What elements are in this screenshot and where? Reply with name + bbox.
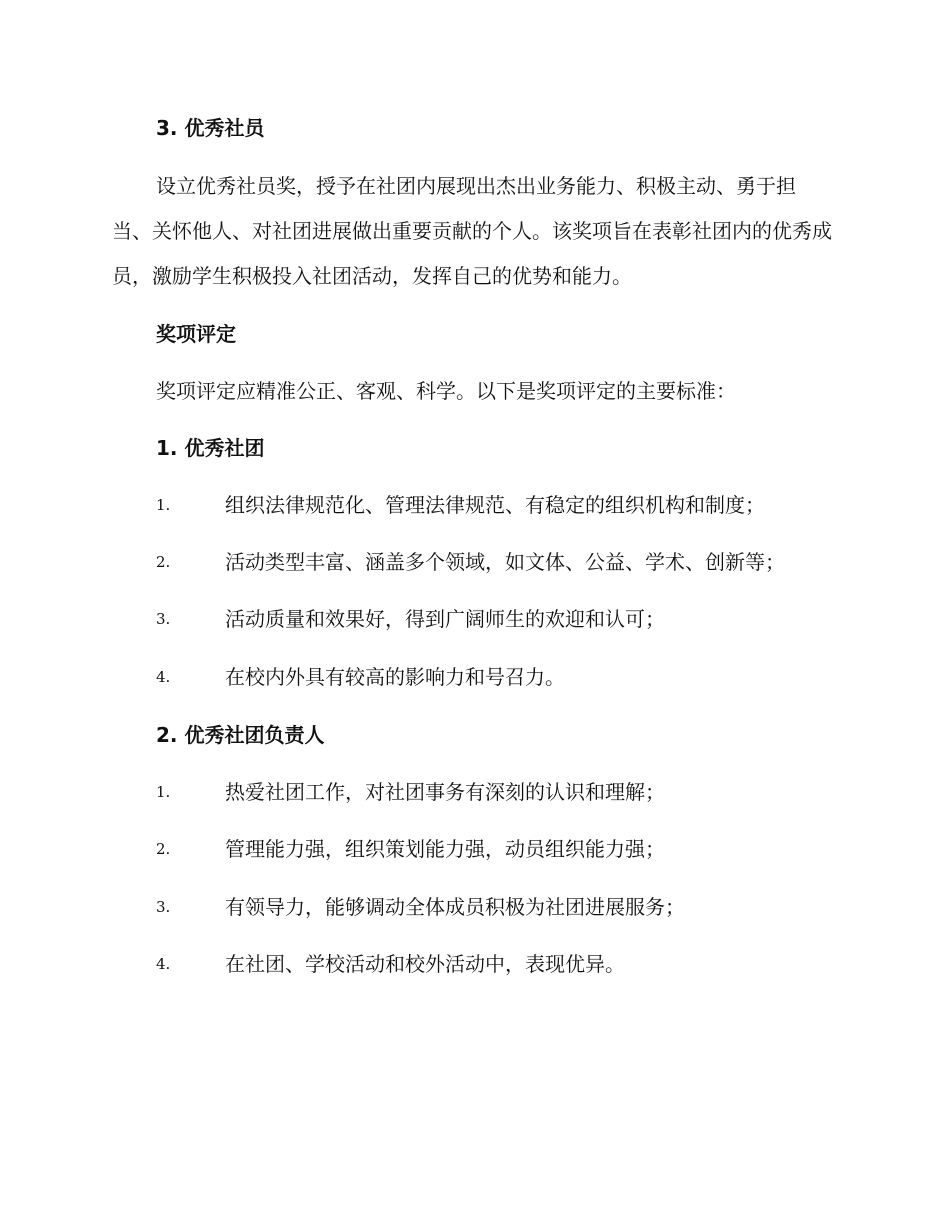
list-number: 2.: [156, 840, 171, 858]
list-number: 2.: [156, 553, 171, 571]
list-item-text: 组织法律规范化、管理法律规范、有稳定的组织机构和制度；: [225, 493, 765, 517]
evaluation-intro-text: 奖项评定应精准公正、客观、科学。以下是奖项评定的主要标准：: [156, 379, 736, 403]
list-item: [0, 893, 950, 921]
list-item: [0, 605, 950, 633]
list-item: [0, 663, 950, 691]
list-item: [0, 950, 950, 978]
section-heading-excellent-club: 1. 优秀社团: [156, 436, 265, 460]
list-item-text: 活动类型丰富、涵盖多个领域，如文体、公益、学术、创新等；: [225, 550, 785, 574]
excellent-member-paragraph: 设立优秀社员奖，授予在社团内展现出杰出业务能力、积极主动、勇于担当、关怀他人、对社团进展做出重要贡献的个人。该奖项旨在表彰社团内的优秀成员，激励学生积极投入社团活动，发挥自己的优势和能力。: [112, 174, 832, 288]
list-item: [0, 548, 950, 576]
list-item-text: 活动质量和效果好，得到广阔师生的欢迎和认可；: [225, 607, 665, 631]
list-item: [0, 778, 950, 806]
list-item-text: 热爱社团工作，对社团事务有深刻的认识和理解；: [225, 780, 665, 804]
list-number: 1.: [156, 783, 171, 801]
section-heading-award-evaluation: 奖项评定: [156, 322, 236, 346]
list-item: [0, 835, 950, 863]
section-heading-excellent-member: 3. 优秀社员: [156, 116, 265, 140]
list-number: 3.: [156, 610, 171, 628]
list-item-text: 在社团、学校活动和校外活动中，表现优异。: [225, 952, 625, 976]
list-item-text: 管理能力强，组织策划能力强，动员组织能力强；: [225, 837, 665, 861]
list-item-text: 在校内外具有较高的影响力和号召力。: [225, 665, 565, 689]
section-heading-excellent-club-leader: 2. 优秀社团负责人: [156, 723, 325, 747]
list-number: 1.: [156, 496, 171, 514]
list-item-text: 有领导力，能够调动全体成员积极为社团进展服务；: [225, 895, 685, 919]
list-item: [0, 491, 950, 519]
list-number: 4.: [156, 955, 171, 973]
list-number: 3.: [156, 898, 171, 916]
list-number: 4.: [156, 668, 171, 686]
